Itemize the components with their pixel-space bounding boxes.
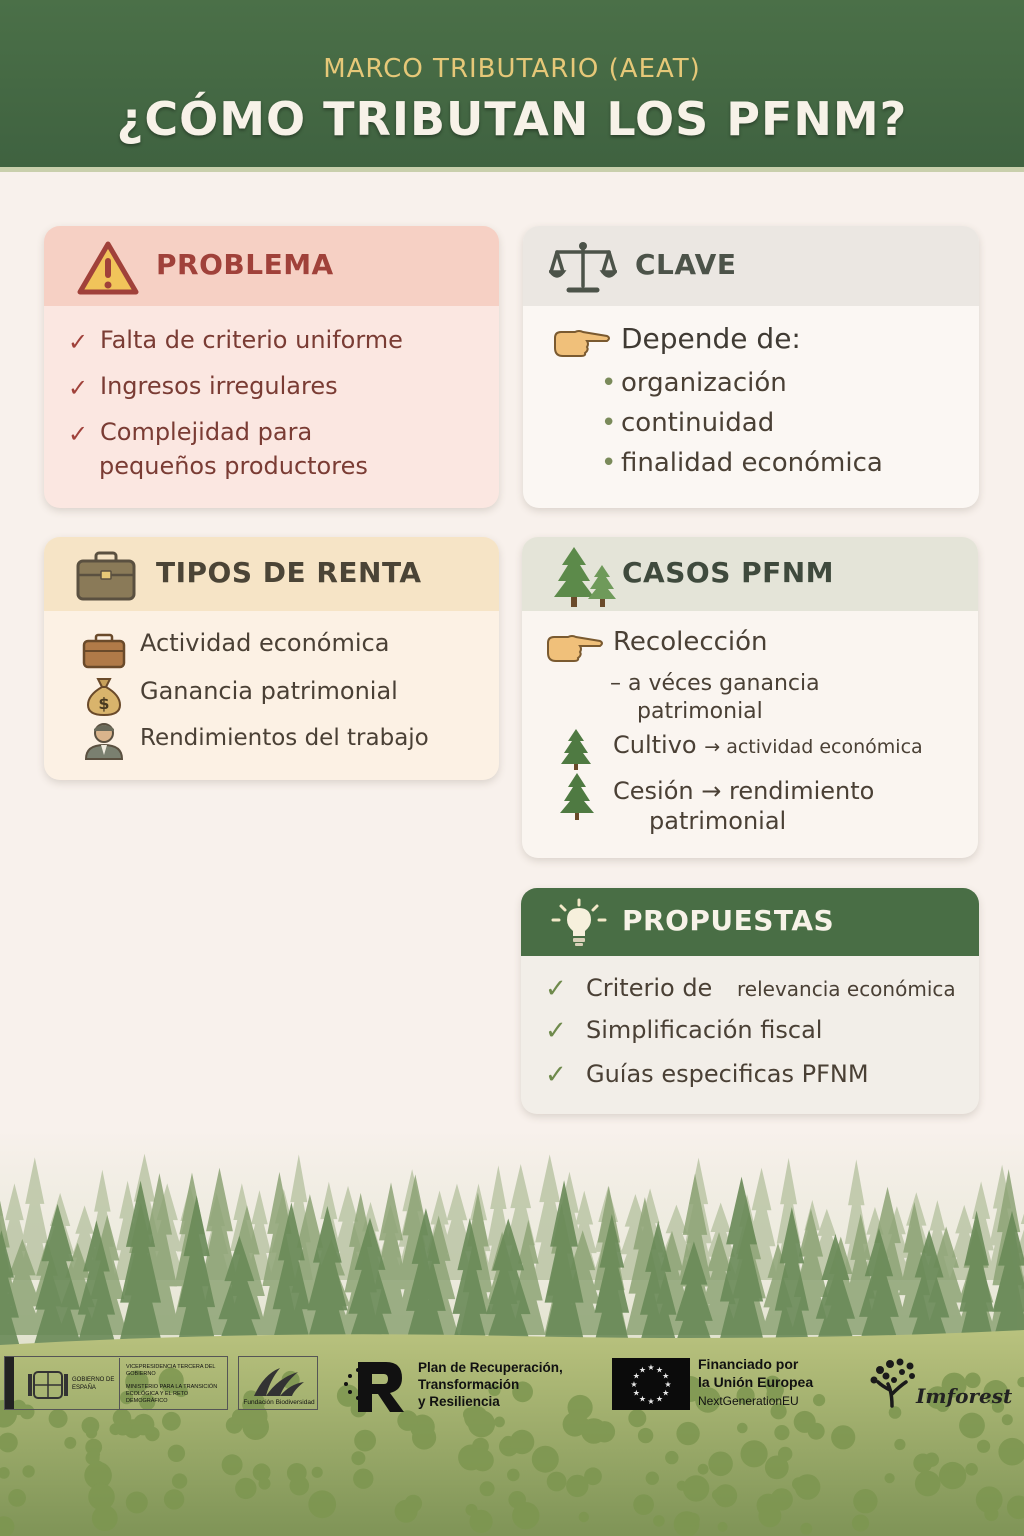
bush (774, 1425, 789, 1440)
scales-icon (549, 240, 617, 296)
bush (665, 1451, 678, 1464)
svg-text:$: $ (98, 694, 110, 713)
eu-star: ★ (638, 1394, 647, 1404)
bush (965, 1463, 978, 1476)
bush (686, 1513, 699, 1526)
bush (547, 1472, 567, 1492)
forest-illustration (0, 1130, 1024, 1536)
trees-icon (550, 545, 620, 609)
bush (852, 1515, 869, 1532)
bush (287, 1463, 307, 1483)
page-kicker: MARCO TRIBUTARIO (AEAT) (323, 54, 701, 84)
bush (507, 1469, 520, 1482)
bush (222, 1454, 243, 1475)
caso-recoleccion-note-cont: patrimonial (637, 699, 763, 724)
pine-tree-icon (558, 727, 594, 771)
casos-card (522, 537, 978, 858)
bush (353, 1469, 373, 1489)
bush (164, 1489, 184, 1509)
caso-recoleccion: Recolección (613, 627, 768, 657)
propuestas-card: PROPUESTAS ✓ Criterio de relevancia económica ✓ Simplificación fiscal ✓ Guías especificas PFNM (521, 888, 979, 1114)
gobierno-label: GOBIERNO DE ESPAÑA (72, 1377, 115, 1391)
casos-title: CASOS PFNM (622, 556, 835, 589)
bush (741, 1440, 768, 1467)
vicepresidencia-label: VICEPRESIDENCIA TERCERA DEL GOBIERNO (126, 1364, 216, 1377)
bush (312, 1467, 323, 1478)
bush (683, 1475, 709, 1501)
bush (959, 1413, 985, 1439)
eu-flag-icon (612, 1358, 690, 1410)
eu-star: ★ (638, 1365, 647, 1375)
bush (10, 1494, 20, 1504)
briefcase-icon (76, 551, 136, 601)
recovery-plan-logo-icon (338, 1358, 408, 1414)
plan-line-2: Transformación (418, 1377, 520, 1392)
renta-trabajo: Rendimientos del trabajo (140, 725, 429, 751)
bush (915, 1471, 941, 1497)
tipos-title: TIPOS DE RENTA (156, 556, 422, 589)
bush (412, 1425, 436, 1449)
clave-header (523, 226, 979, 306)
imforest-label: Imforest (916, 1384, 1013, 1408)
eu-star: ★ (664, 1380, 672, 1389)
bush (977, 1440, 990, 1453)
bush (831, 1425, 855, 1449)
bush (853, 1489, 877, 1513)
eu-star: ★ (647, 1363, 655, 1372)
page-title: ¿CÓMO TRIBUTAN LOS PFNM? (116, 92, 908, 146)
problema-card: PROBLEMA ✓ Falta de criterio uniforme ✓ Ingresos irregulares ✓ Complejidad para pequeños productores (44, 226, 499, 508)
logo-frame (4, 1356, 228, 1410)
eu-star: ★ (632, 1388, 640, 1398)
eu-star: ★ (655, 1394, 664, 1404)
bush (698, 1464, 709, 1475)
bush (579, 1512, 589, 1522)
caso-cesion-cont: patrimonial (649, 807, 787, 835)
bush (795, 1474, 821, 1500)
check-icon: ✓ (545, 974, 567, 1004)
bush (92, 1505, 118, 1531)
grass-logo-icon (250, 1364, 306, 1398)
bush (494, 1417, 505, 1428)
caso-cultivo: Cultivo → actividad económica (613, 731, 923, 759)
eu-line-3: NextGenerationEU (698, 1394, 799, 1408)
bush (510, 1430, 534, 1454)
check-icon: ✓ (545, 1060, 567, 1090)
bush (532, 1446, 559, 1473)
money-bag-icon (84, 675, 124, 717)
bush (800, 1523, 812, 1535)
eu-star: ★ (655, 1365, 664, 1375)
bush (939, 1462, 966, 1489)
eu-star: ★ (632, 1371, 640, 1381)
bush (86, 1427, 97, 1438)
caso-recoleccion-note: – a véces ganancia (610, 671, 820, 696)
bush (653, 1515, 665, 1527)
bullet-icon: • (601, 408, 617, 438)
bush (714, 1484, 737, 1507)
bush (259, 1478, 271, 1490)
fundacion-label: Fundación Biodiversidad (243, 1399, 315, 1406)
eu-star: ★ (647, 1397, 655, 1406)
bush (114, 1418, 132, 1436)
renta-ganancia: Ganancia patrimonial (140, 677, 398, 705)
bush (885, 1473, 895, 1483)
lightbulb-icon (549, 898, 609, 948)
ministerio-label: MINISTERIO PARA LA TRANSICIÓN ECOLÓGICA Y EL RETO DEMOGRÁFICO (126, 1384, 218, 1404)
bush (235, 1478, 256, 1499)
imforest-tree-logo-icon (866, 1356, 922, 1408)
clave-card: CLAVE Depende de: • organización • continuidad • finalidad económica (523, 226, 979, 508)
bush (405, 1495, 423, 1513)
bush (984, 1507, 998, 1521)
propuestas-header (521, 888, 979, 956)
bush (172, 1473, 187, 1488)
warning-icon (76, 240, 140, 296)
bush (512, 1502, 539, 1529)
bush (308, 1490, 336, 1518)
bush (708, 1452, 733, 1477)
propuestas-title: PROPUESTAS (622, 904, 835, 937)
bush (351, 1451, 365, 1465)
tipos-card (44, 537, 499, 780)
eu-star: ★ (662, 1388, 670, 1398)
funding-logos (0, 1352, 1024, 1416)
bush (257, 1467, 270, 1480)
bullet-icon: • (601, 368, 617, 398)
pointing-hand-icon (546, 633, 604, 663)
plan-line-3: y Resiliencia (418, 1394, 500, 1409)
bush (894, 1439, 905, 1450)
check-icon: ✓ (68, 374, 89, 402)
plan-line-1: Plan de Recuperación, (418, 1360, 563, 1375)
bush (778, 1447, 792, 1461)
eu-line-1: Financiado por (698, 1356, 799, 1372)
bush (90, 1449, 101, 1460)
caso-cesion: Cesión → rendimiento (613, 777, 875, 805)
bullet-icon: • (601, 448, 617, 478)
bush (584, 1467, 602, 1485)
pine-tree-icon (556, 771, 598, 821)
eu-line-2: la Unión Europea (698, 1374, 814, 1390)
bush (633, 1494, 654, 1515)
bush (133, 1414, 155, 1436)
header-banner (0, 0, 1024, 172)
clave-lead: Depende de: (621, 322, 801, 355)
check-icon: ✓ (68, 420, 89, 448)
bush (771, 1488, 793, 1510)
eu-star: ★ (630, 1380, 638, 1389)
bush (676, 1422, 699, 1445)
briefcase-icon (82, 633, 126, 669)
eu-star: ★ (662, 1371, 670, 1381)
bush (354, 1430, 376, 1452)
bush (470, 1510, 493, 1533)
worker-icon (82, 721, 126, 761)
bush (480, 1481, 495, 1496)
casos-header (522, 537, 978, 611)
check-icon: ✓ (68, 328, 89, 356)
clave-title: CLAVE (635, 248, 737, 281)
bush (126, 1492, 148, 1514)
pointing-hand-icon (553, 328, 611, 358)
bush (913, 1454, 932, 1473)
renta-actividad: Actividad económica (140, 629, 390, 657)
tipos-header (44, 537, 499, 611)
bush (646, 1472, 659, 1485)
list-item-continuation: pequeños productores (99, 452, 368, 480)
bush (64, 1437, 76, 1449)
problema-header (44, 226, 499, 306)
bush (472, 1449, 494, 1471)
problema-title: PROBLEMA (156, 248, 334, 281)
bush (737, 1423, 748, 1434)
bush (718, 1522, 728, 1532)
bush (168, 1445, 185, 1462)
check-icon: ✓ (545, 1016, 567, 1046)
bush (638, 1428, 653, 1443)
bush (22, 1465, 34, 1477)
